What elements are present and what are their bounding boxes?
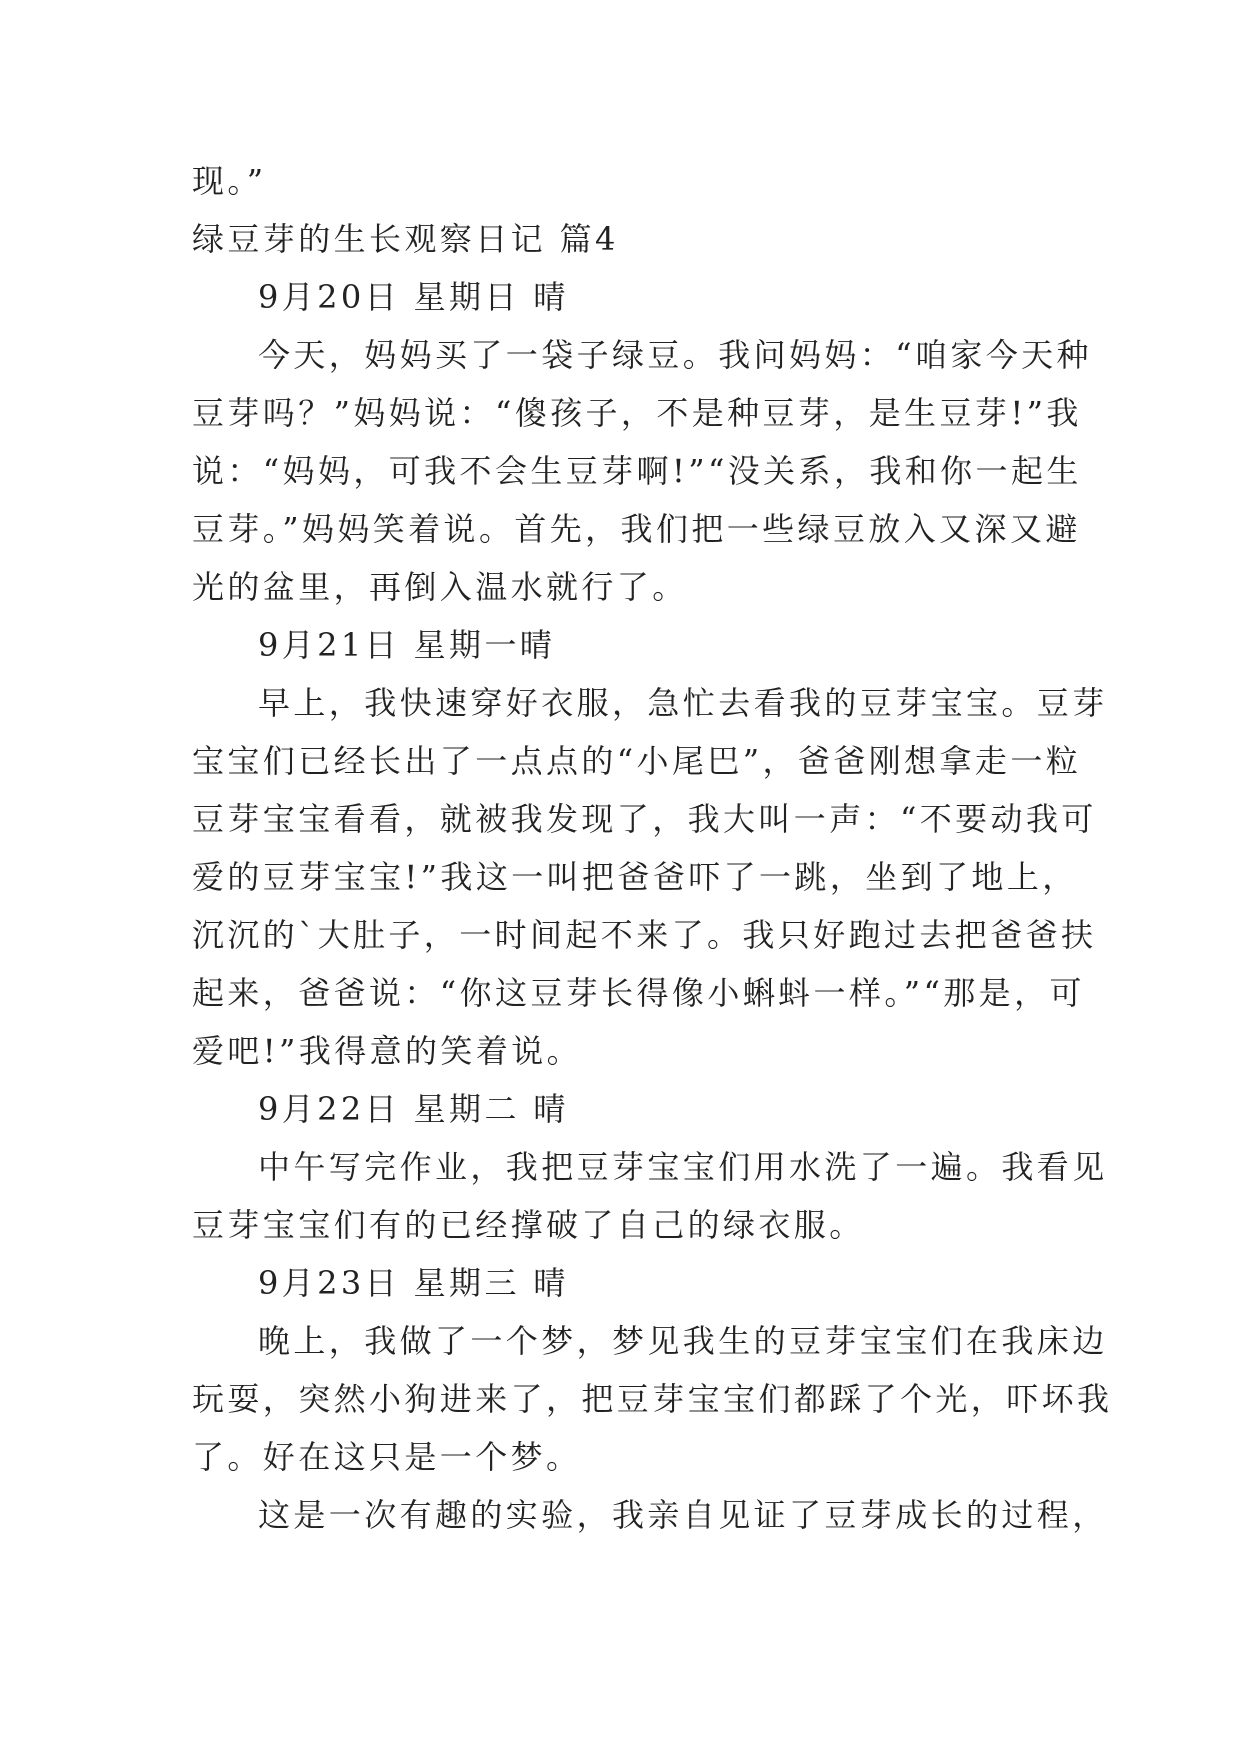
text-line: 早上，我快速穿好衣服，急忙去看我的豆芽宝宝。豆芽 [258,684,1108,722]
diary-date: 9月23日 星期三 晴 [258,1264,569,1302]
diary-date: 9月21日 星期一晴 [258,626,556,664]
text-line: 起来，爸爸说：“你这豆芽长得像小蝌蚪一样。”“那是，可 [192,974,1085,1012]
text-line: 宝宝们已经长出了一点点的“小尾巴”，爸爸刚想拿走一粒 [192,742,1082,780]
text-line: 沉沉的`大肚子，一时间起不来了。我只好跑过去把爸爸扶 [192,916,1097,954]
text-line: 爱的豆芽宝宝!”我这一叫把爸爸吓了一跳，坐到了地上， [192,858,1078,896]
text-line: 豆芽宝宝看看，就被我发现了，我大叫一声：“不要动我可 [192,800,1097,838]
diary-date: 9月20日 星期日 晴 [258,278,569,316]
section-title: 绿豆芽的生长观察日记 篇4 [192,220,619,258]
text-line: 豆芽宝宝们有的已经撑破了自己的绿衣服。 [192,1206,865,1244]
text-line: 爱吧!”我得意的笑着说。 [192,1032,583,1070]
text-line: 豆芽。”妈妈笑着说。首先，我们把一些绿豆放入又深又避 [192,510,1081,548]
text-line: 说：“妈妈，可我不会生豆芽啊!”“没关系，我和你一起生 [192,452,1082,490]
text-line: 光的盆里，再倒入温水就行了。 [192,568,688,606]
document-body [192,152,1113,1544]
text-line: 中午写完作业，我把豆芽宝宝们用水洗了一遍。我看见 [258,1148,1108,1186]
text-line: 豆芽吗？”妈妈说：“傻孩子，不是种豆芽，是生豆芽!”我 [192,394,1082,432]
text-line: 今天，妈妈买了一袋子绿豆。我问妈妈：“咱家今天种 [258,336,1092,374]
text-line: 晚上，我做了一个梦，梦见我生的豆芽宝宝们在我床边 [258,1322,1108,1360]
text-line: 现。” [192,162,267,200]
diary-date: 9月22日 星期二 晴 [258,1090,569,1128]
text-line: 玩耍，突然小狗进来了，把豆芽宝宝们都踩了个光，吓坏我 [192,1380,1113,1418]
text-line: 了。好在这只是一个梦。 [192,1438,582,1476]
text-line: 这是一次有趣的实验，我亲自见证了豆芽成长的过程， [258,1496,1108,1534]
